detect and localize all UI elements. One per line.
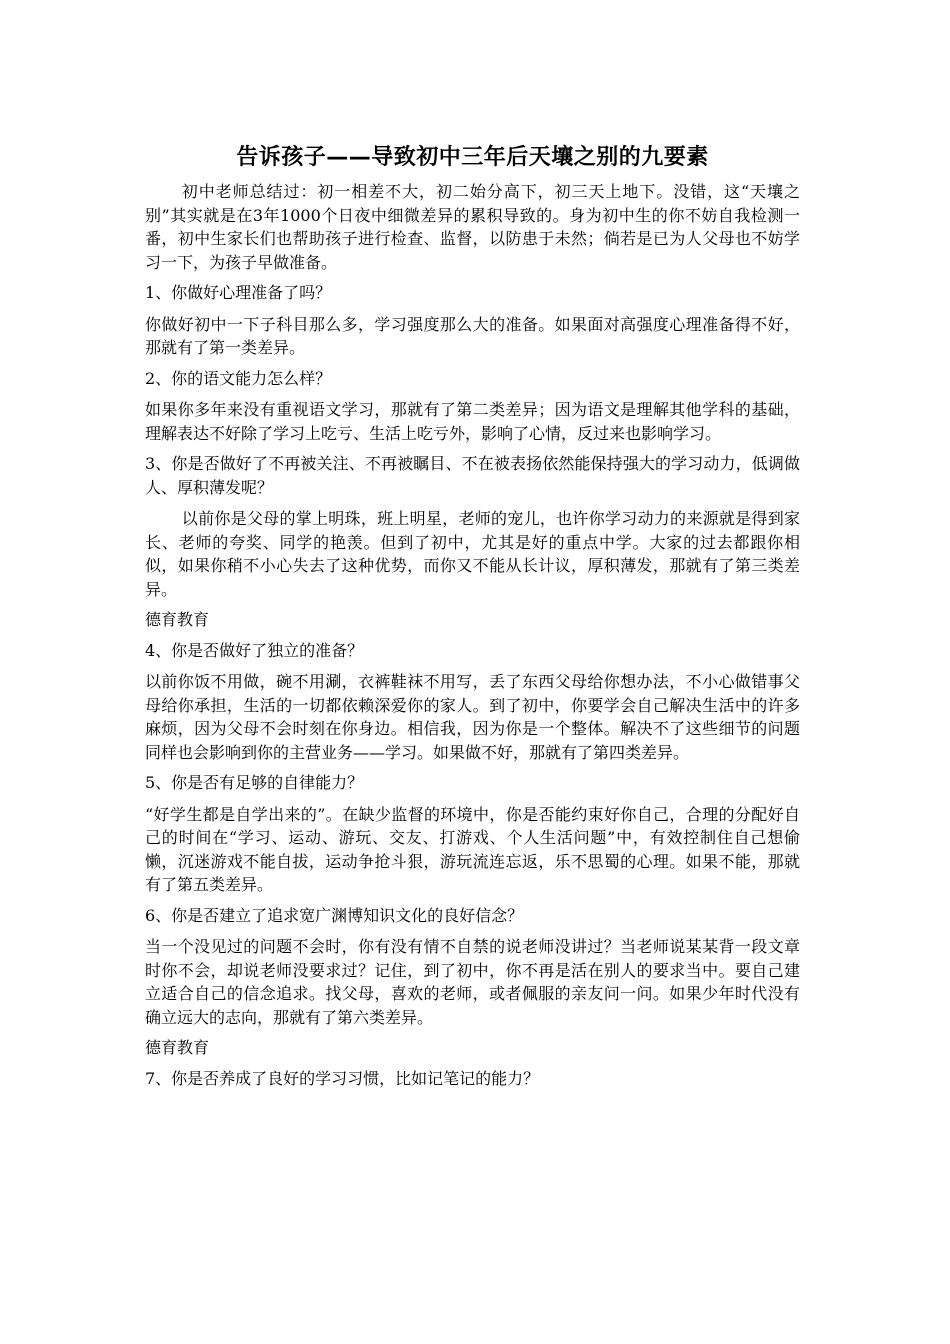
- question-1: 1、你做好心理准备了吗？: [145, 283, 332, 302]
- answer-6: 当一个没见过的问题不会时，你有没有情不自禁的说老师没讲过？当老师说某某背一段文章时你不会，却说老师没要求过？记住，到了初中，你不再是活在别人的要求当中。要自己建立适合自己的信念追求。找父母，喜欢的老师，或者佩服的亲友问一问。如果少年时代没有确立远大的志向，那就有了第六类差异。: [145, 937, 800, 1027]
- question-3: 3、你是否做好了不再被关注、不再被瞩目、不在被表扬依然能保持强大的学习动力，低调做人、厚积薄发呢？: [145, 454, 800, 497]
- answer-4: 以前你饭不用做，碗不用涮，衣裤鞋袜不用写，丢了东西父母给你想办法，不小心做错事父母给你承担，生活的一切都依赖深爱你的家人。到了初中，你要学会自己解决生活中的许多麻烦，因为父母不会时刻在你身边。相信我，因为你是一个整体。解决不了这些细节的问题同样也会影响到你的主营业务——学习。如果做不好，那就有了第四类差异。: [145, 672, 800, 762]
- answer-5: “好学生都是自学出来的”。在缺少监督的环境中，你是否能约束好你自己，合理的分配好自己的时间在“学习、运动、游玩、交友、打游戏、个人生活问题”中，有效控制住自己想偷懒，沉迷游戏不能自拔，运动争抢斗狠，游玩流连忘返，乐不思蜀的心理。如果不能，那就有了第五类差异。: [145, 804, 800, 894]
- document-title: 告诉孩子——导致初中三年后天壤之别的九要素: [236, 145, 709, 170]
- question-6: 6、你是否建立了追求宽广渊博知识文化的良好信念？: [145, 905, 524, 925]
- answer-3: 以前你是父母的掌上明珠，班上明星，老师的宠儿，也许你学习动力的来源就是得到家长、老师的夸奖、同学的艳羡。但到了初中，尤其是好的重点中学。大家的过去都跟你相似，如果你稍不小心失去了这种优势，而你又不能从长计议，厚积薄发，那就有了第三类差异。: [145, 509, 800, 599]
- question-4: 4、你是否做好了独立的准备？: [145, 640, 364, 660]
- answer-2: 如果你多年来没有重视语文学习，那就有了第二类差异；因为语文是理解其他学科的基础，理解表达不好除了学习上吃亏、生活上吃亏外，影响了心情，反过来也影响学习。: [145, 400, 800, 443]
- section-tag-2: 德育教育: [145, 1038, 210, 1057]
- question-5: 5、你是否有足够的自律能力？: [145, 773, 364, 792]
- intro-paragraph: 初中老师总结过：初一相差不大，初二始分高下，初三天上地下。没错，这“天壤之别”其实就是在3年1000个日夜中细微差异的累积导致的。身为初中生的你不妨自我检测一番，初中生家长们也帮助孩子进行检查、监督，以防患于未然；倘若是已为人父母也不妨学习一下，为孩子早做准备。: [145, 182, 800, 272]
- answer-1: 你做好初中一下子科目那么多，学习强度那么大的准备。如果面对高强度心理准备得不好，那就有了第一类差异。: [145, 314, 800, 357]
- document-body: [145, 140, 800, 1098]
- question-7: 7、你是否养成了良好的学习习惯，比如记笔记的能力？: [145, 1068, 540, 1088]
- section-tag-1: 德育教育: [145, 610, 210, 629]
- question-2: 2、你的语文能力怎么样？: [145, 368, 332, 388]
